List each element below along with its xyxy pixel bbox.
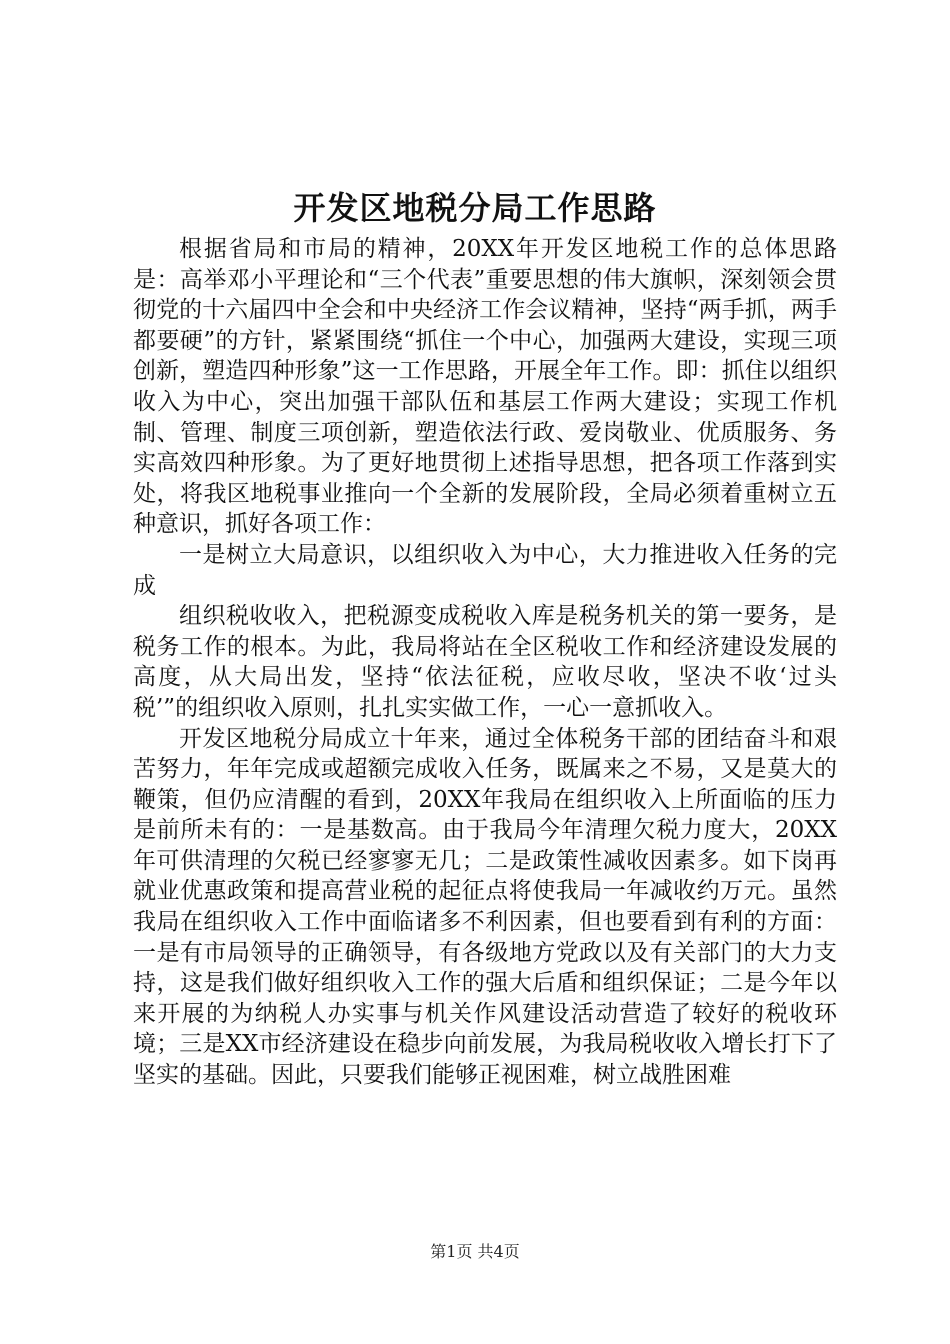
paragraph-history: 开发区地税分局成立十年来，通过全体税务干部的团结奋斗和艰苦努力，年年完成或超额完成收入任务，既属来之不易，又是莫大的鞭策，但仍应清醒的看到，20XX年我局在组织收入上所面临的压力是前所未有的：一是基数高。由于我局今年清理欠税力度大，20XX年可供清理的欠税已经寥寥无几；二是政策性减收因素多。如下岗再就业优惠政策和提高营业税的起征点将使我局一年减收约万元。虽然我局在组织收入工作中面临诸多不利因素，但也要看到有利的方面：一是有市局领导的正确领导，有各级地方党政以及有关部门的大力支持，这是我们做好组织收入工作的强大后盾和组织保证；二是今年以来开展的为纳税人办实事与机关作风建设活动营造了较好的税收环境；三是XX市经济建设在稳步向前发展，为我局税收收入增长打下了坚实的基础。因此，只要我们能够正视困难，树立战胜困难 — [133, 725, 837, 1089]
document-body — [133, 234, 837, 1091]
paragraph-heading-1: 一是树立大局意识，以组织收入为中心，大力推进收入任务的完成 — [133, 541, 837, 599]
page-footer — [0, 1240, 950, 1264]
paragraph-intro: 根据省局和市局的精神，20XX年开发区地税工作的总体思路是：高举邓小平理论和“三个代表”重要思想的伟大旗帜，深刻领会贯彻党的十六届四中全会和中央经济工作会议精神，坚持“两手抓，两手都要硬”的方针，紧紧围绕“抓住一个中心，加强两大建设，实现三项创新，塑造四种形象”这一工作思路，开展全年工作。即：抓住以组织收入为中心，突出加强干部队伍和基层工作两大建设；实现工作机制、管理、制度三项创新，塑造依法行政、爱岗敬业、优质服务、务实高效四种形象。为了更好地贯彻上述指导思想，把各项工作落到实处，将我区地税事业推向一个全新的发展阶段，全局必须着重树立五种意识，抓好各项工作： — [133, 236, 837, 538]
paragraph-revenue: 组织税收收入，把税源变成税收入库是税务机关的第一要务，是税务工作的根本。为此，我局将站在全区税收工作和经济建设发展的高度，从大局出发，坚持“依法征税，应收尽收，坚决不收‘过头税’”的组织收入原则，扎扎实实做工作，一心一意抓收入。 — [133, 603, 837, 721]
page-total: 共4页 — [477, 1242, 520, 1261]
page-number: 第1页 — [430, 1242, 473, 1261]
page-title: 开发区地税分局工作思路 — [293, 189, 657, 227]
